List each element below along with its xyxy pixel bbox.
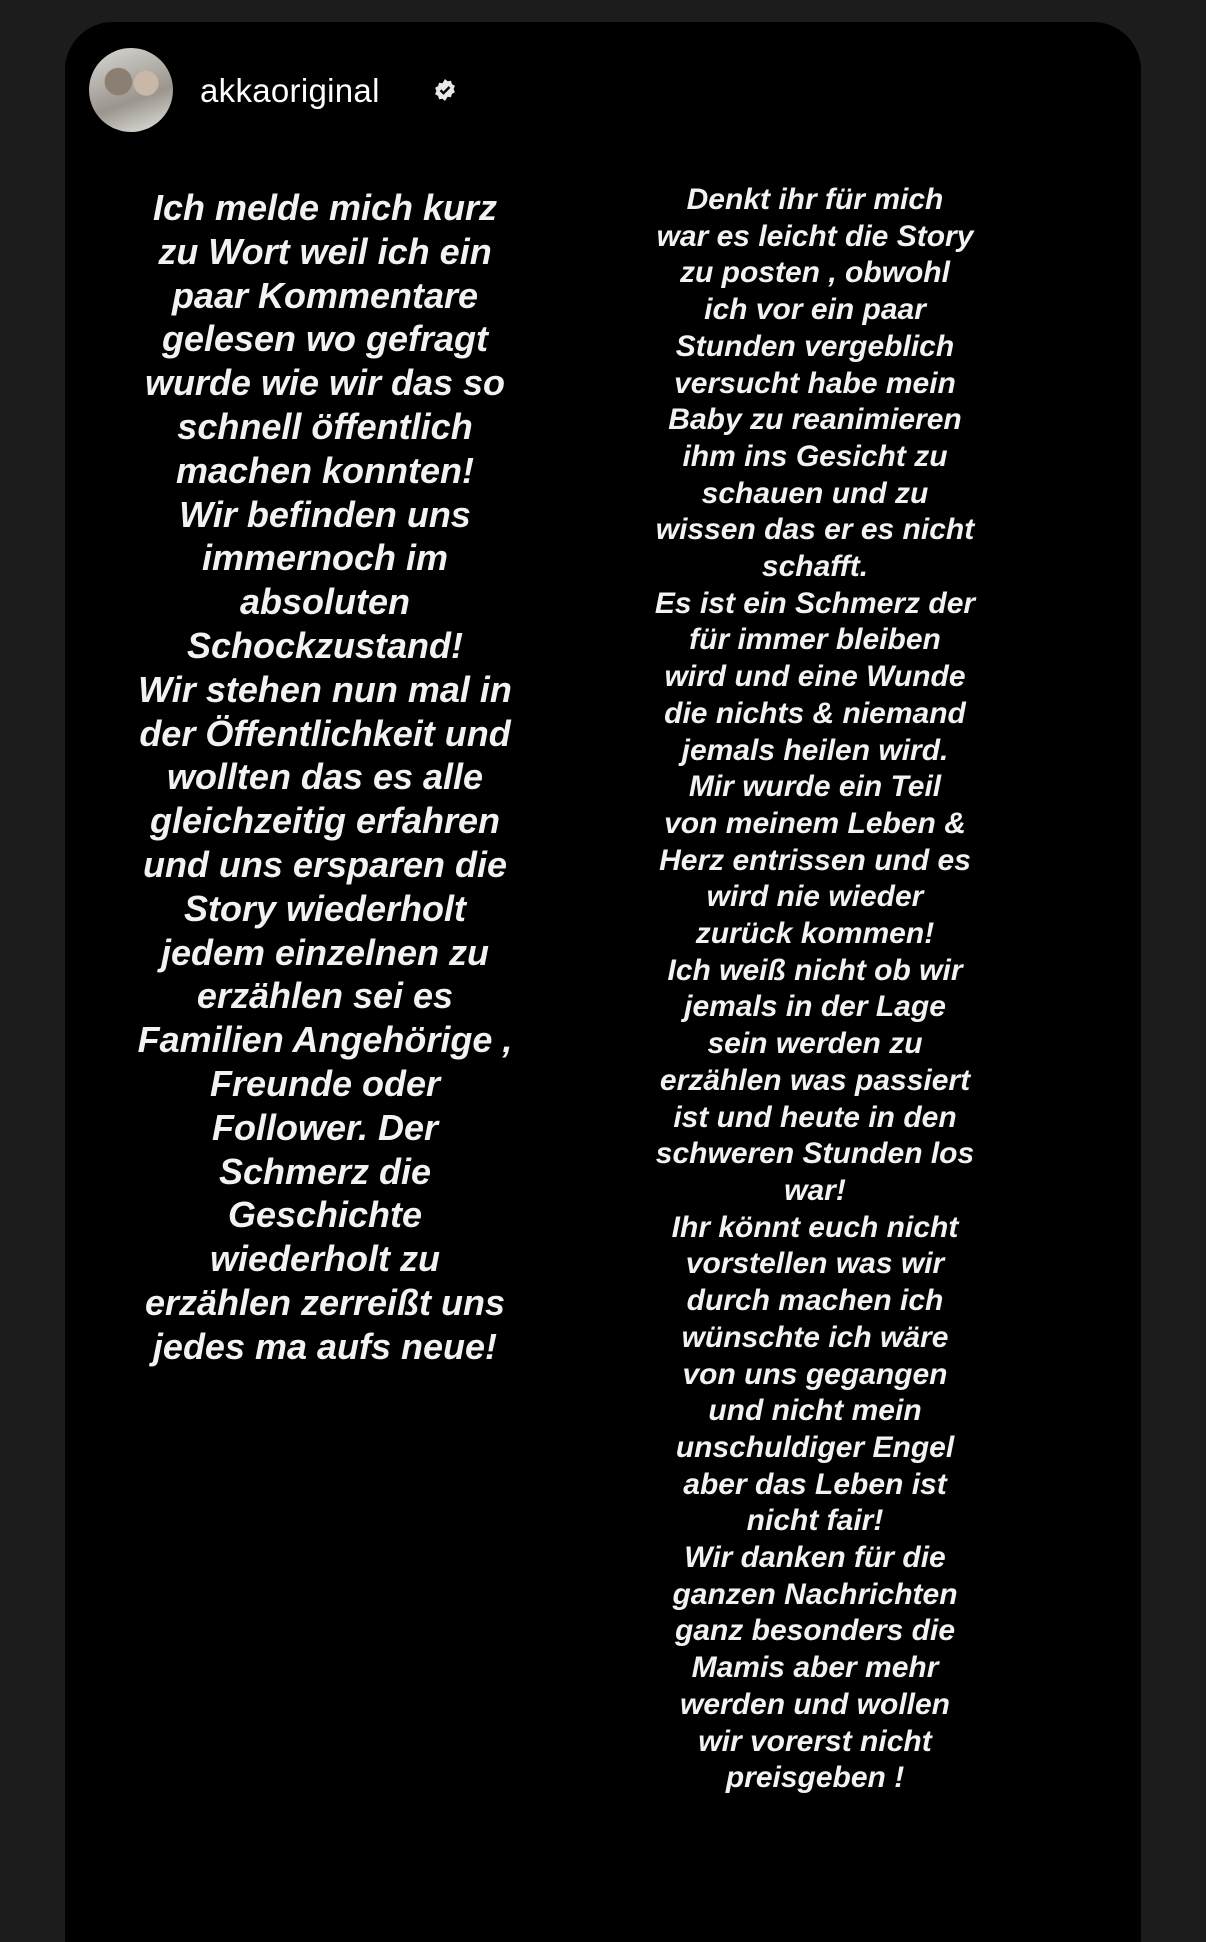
story-text-line: wünschte ich wäre — [681, 1320, 949, 1354]
story-text-line: Ich weiß nicht ob wir — [667, 953, 963, 987]
story-text-left — [95, 186, 555, 1369]
story-text-line: Mir wurde ein Teil — [688, 770, 942, 804]
story-text-line: schnell öffentlich — [177, 405, 473, 447]
username-link[interactable]: akkaoriginal — [200, 72, 380, 109]
story-text-line: durch machen ich — [686, 1284, 944, 1318]
story-text-line: wissen das er es nicht — [655, 513, 975, 547]
story-text-line: wollten das es alle — [166, 756, 484, 798]
story-text-line: ganzen Nachrichten — [672, 1577, 958, 1611]
story-text-line: nicht fair! — [746, 1504, 884, 1538]
story-text-line: erzählen zerreißt uns — [144, 1281, 506, 1323]
story-text-line: Geschichte — [227, 1194, 423, 1236]
story-text-line: zurück kommen! — [695, 917, 935, 951]
story-text-line: zu Wort weil ich ein — [158, 230, 492, 272]
story-text-line: für immer bleiben — [689, 623, 941, 657]
story-text-line: Schmerz die — [218, 1150, 432, 1192]
story-text-line: Stunden vergeblich — [675, 329, 955, 363]
story-text-line: ich vor ein paar — [704, 293, 926, 327]
story-text-line: von uns gegangen — [682, 1357, 948, 1391]
story-text-line: Herz entrissen und es — [659, 843, 971, 877]
story-text-line: schauen und zu — [701, 476, 929, 510]
story-text-line: erzählen was passiert — [659, 1063, 971, 1097]
story-text-line: ihm ins Gesicht zu — [682, 439, 948, 473]
story-text-line: sein werden zu — [707, 1027, 923, 1061]
story-text-line: jedem einzelnen zu — [160, 931, 490, 973]
story-text-right — [615, 182, 1015, 1797]
story-text-line: aber das Leben ist — [683, 1467, 947, 1501]
verified-badge-icon — [433, 78, 457, 102]
story-text-line: Baby zu reanimieren — [668, 403, 962, 437]
story-text-line: Mamis aber mehr — [691, 1651, 939, 1685]
story-text-line: schafft. — [761, 550, 869, 584]
story-text-line: und nicht mein — [708, 1394, 922, 1428]
story-text-line: vorstellen was wir — [685, 1247, 945, 1281]
story-text-line: wird nie wieder — [706, 880, 924, 914]
story-text-line: preisgeben ! — [725, 1761, 905, 1795]
story-text-line: erzählen sei es — [196, 975, 454, 1017]
story-text-line: und uns ersparen die — [142, 843, 508, 885]
story-text-line: war es leicht die Story — [656, 219, 974, 253]
story-text-line: Follower. Der — [211, 1106, 439, 1148]
story-text-line: Ich melde mich kurz — [152, 187, 498, 228]
story-text-line: wurde wie wir das so — [144, 362, 506, 404]
story-text-line: werden und wollen — [679, 1687, 950, 1721]
story-card — [65, 22, 1141, 1942]
story-text-line: Schockzustand! — [186, 624, 464, 666]
story-text-line: versucht habe mein — [674, 366, 956, 400]
story-text-line: Freunde oder — [209, 1062, 441, 1104]
story-text-line: ist und heute in den — [673, 1100, 957, 1134]
story-text-line: die nichts & niemand — [664, 696, 966, 730]
story-text-line: jemals in der Lage — [684, 990, 946, 1024]
story-text-line: gelesen wo gefragt — [161, 318, 489, 360]
story-text-line: schweren Stunden los — [655, 1137, 975, 1171]
story-text-line: Es ist ein Schmerz der — [654, 586, 976, 620]
story-text-line: Wir danken für die — [684, 1541, 946, 1575]
story-text-line: Wir befinden uns — [179, 493, 471, 535]
story-text-line: Denkt ihr für mich — [686, 183, 944, 216]
story-text-line: war! — [784, 1173, 846, 1207]
story-text-line: immernoch im — [201, 537, 449, 579]
story-text-line: jedes ma aufs neue! — [152, 1325, 498, 1367]
story-text-line: Familien Angehörige , — [137, 1019, 513, 1061]
profile-avatar[interactable] — [89, 48, 173, 132]
story-text-line: der Öffentlichkeit und — [139, 712, 511, 754]
story-text-line: absoluten — [239, 581, 410, 623]
story-text-line: jemals heilen wird. — [681, 733, 949, 767]
story-text-line: wird und eine Wunde — [664, 660, 966, 694]
story-text-line: wir vorerst nicht — [698, 1724, 932, 1758]
story-text-line: von meinem Leben & — [664, 806, 966, 840]
story-text-line: gleichzeitig erfahren — [149, 800, 501, 842]
story-text-line: ganz besonders die — [674, 1614, 956, 1648]
story-text-line: Wir stehen nun mal in — [138, 668, 512, 710]
story-text-line: zu posten , obwohl — [680, 256, 950, 290]
story-text-line: machen konnten! — [175, 449, 475, 491]
story-text-line: unschuldiger Engel — [675, 1430, 955, 1464]
story-text-line: Story wiederholt — [183, 887, 467, 929]
story-text-line: paar Kommentare — [171, 274, 479, 316]
story-text-line: wiederholt zu — [209, 1238, 440, 1280]
story-text-line: Ihr könnt euch nicht — [671, 1210, 959, 1244]
